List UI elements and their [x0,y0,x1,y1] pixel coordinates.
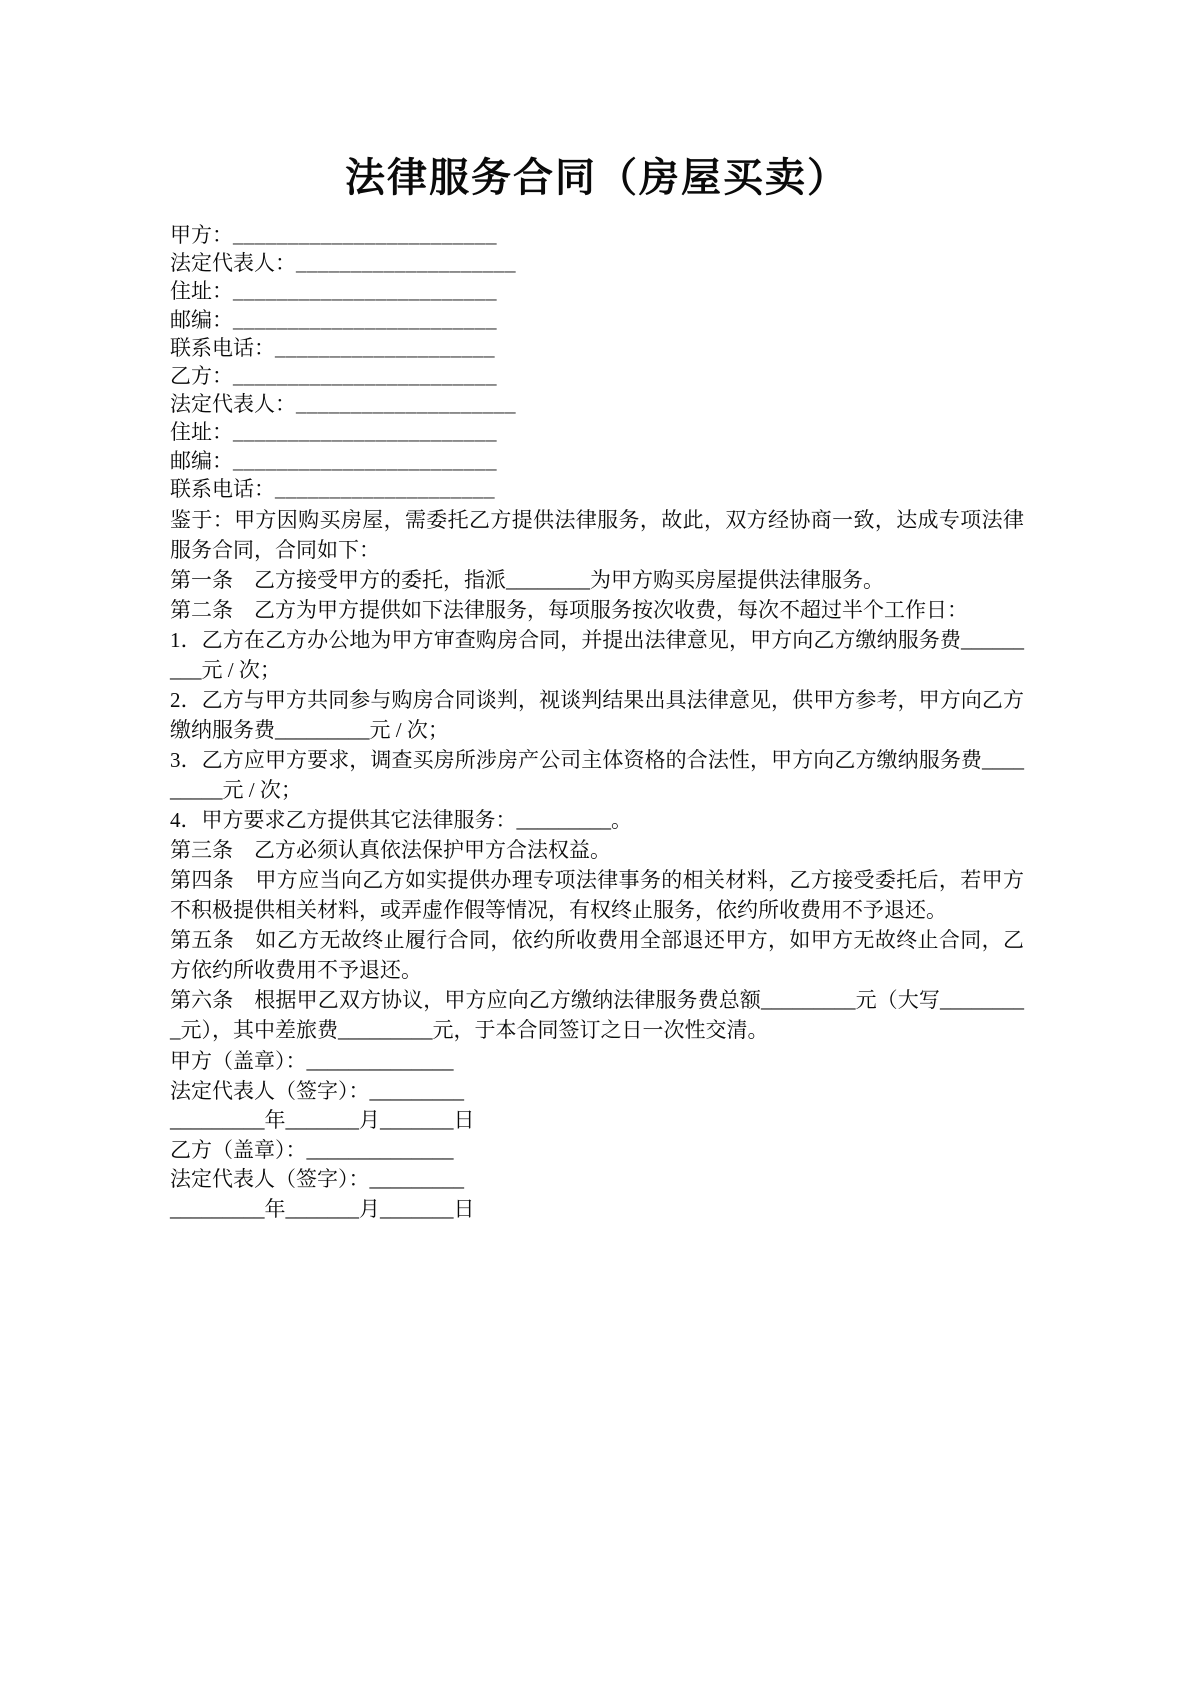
party-b-phone-blank: ____________________ [275,476,495,501]
party-b-seal-line: 乙方（盖章）：______________ [170,1137,454,1162]
party-b-name-label: 乙方： [170,364,233,389]
party-b-legal-rep-blank: ____________________ [296,392,516,417]
party-b-address-blank: ________________________ [233,420,497,445]
party-a-name-field [170,221,1024,249]
party-b-date-line: _________年_______月_______日 [170,1196,475,1221]
clauses-section [170,505,1024,1045]
party-a-rep-sign-line: 法定代表人（签字）：_________ [170,1078,464,1103]
party-a-address-field [170,277,1024,305]
party-a-address-blank: ________________________ [233,279,497,304]
party-b-legal-rep-label: 法定代表人： [170,392,296,417]
party-b-rep-sign-line: 法定代表人（签字）：_________ [170,1167,464,1192]
party-b-address-label: 住址： [170,420,233,445]
clause-6: 第六条 根据甲乙双方协议，甲方应向乙方缴纳法律服务费总额_________元（大写_________元），其中差旅费_________元，于本合同签订之日一次性交清。 [170,988,1024,1043]
party-a-legal-rep-label: 法定代表人： [170,251,296,276]
party-a-phone-field [170,334,1024,362]
party-a-seal-line: 甲方（盖章）：______________ [170,1049,454,1074]
party-b-postcode-field [170,447,1024,475]
party-info-section [170,221,1024,503]
party-a-phone-label: 联系电话： [170,335,275,360]
clause-2-item-1: 1．乙方在乙方办公地为甲方审查购房合同，并提出法律意见，甲方向乙方缴纳服务费_________元 / 次； [170,628,1024,683]
party-a-legal-rep-blank: ____________________ [296,251,516,276]
party-a-legal-rep-field [170,249,1024,277]
whereas-clause: 鉴于：甲方因购买房屋，需委托乙方提供法律服务，故此，双方经协商一致，达成专项法律服务合同，合同如下： [170,508,1024,563]
party-b-phone-field [170,475,1024,503]
party-a-address-label: 住址： [170,279,233,304]
party-b-name-field [170,362,1024,390]
clause-5: 第五条 如乙方无故终止履行合同，依约所收费用全部退还甲方，如甲方无故终止合同，乙方依约所收费用不予退还。 [170,928,1024,983]
clause-4: 第四条 甲方应当向乙方如实提供办理专项法律事务的相关材料，乙方接受委托后，若甲方不积极提供相关材料，或弄虚作假等情况，有权终止服务，依约所收费用不予退还。 [170,868,1024,923]
party-b-postcode-blank: ________________________ [233,448,497,473]
clause-1: 第一条 乙方接受甲方的委托，指派________为甲方购买房屋提供法律服务。 [170,568,884,593]
clause-3: 第三条 乙方必须认真依法保护甲方合法权益。 [170,838,611,863]
clause-2: 第二条 乙方为甲方提供如下法律服务，每项服务按次收费，每次不超过半个工作日： [170,598,968,623]
party-b-name-blank: ________________________ [233,364,497,389]
clause-2-item-4: 4．甲方要求乙方提供其它法律服务：_________。 [170,808,632,833]
party-a-postcode-blank: ________________________ [233,307,497,332]
party-a-postcode-label: 邮编： [170,307,233,332]
clause-2-item-2: 2．乙方与甲方共同参与购房合同谈判，视谈判结果出具法律意见，供甲方参考，甲方向乙方缴纳服务费_________元 / 次； [170,688,1024,743]
party-b-legal-rep-field [170,390,1024,418]
party-b-phone-label: 联系电话： [170,476,275,501]
party-a-phone-blank: ____________________ [275,335,495,360]
signature-section [170,1047,1024,1224]
party-b-address-field [170,418,1024,446]
party-b-postcode-label: 邮编： [170,448,233,473]
party-a-date-line: _________年_______月_______日 [170,1108,475,1133]
party-a-postcode-field [170,306,1024,334]
party-a-name-label: 甲方： [170,223,233,247]
document-title: 法律服务合同（房屋买卖） [345,155,849,200]
party-a-name-blank: ________________________ [233,223,497,247]
clause-2-item-3: 3．乙方应甲方要求，调查买房所涉房产公司主体资格的合法性，甲方向乙方缴纳服务费_________元 / 次； [170,748,1024,803]
